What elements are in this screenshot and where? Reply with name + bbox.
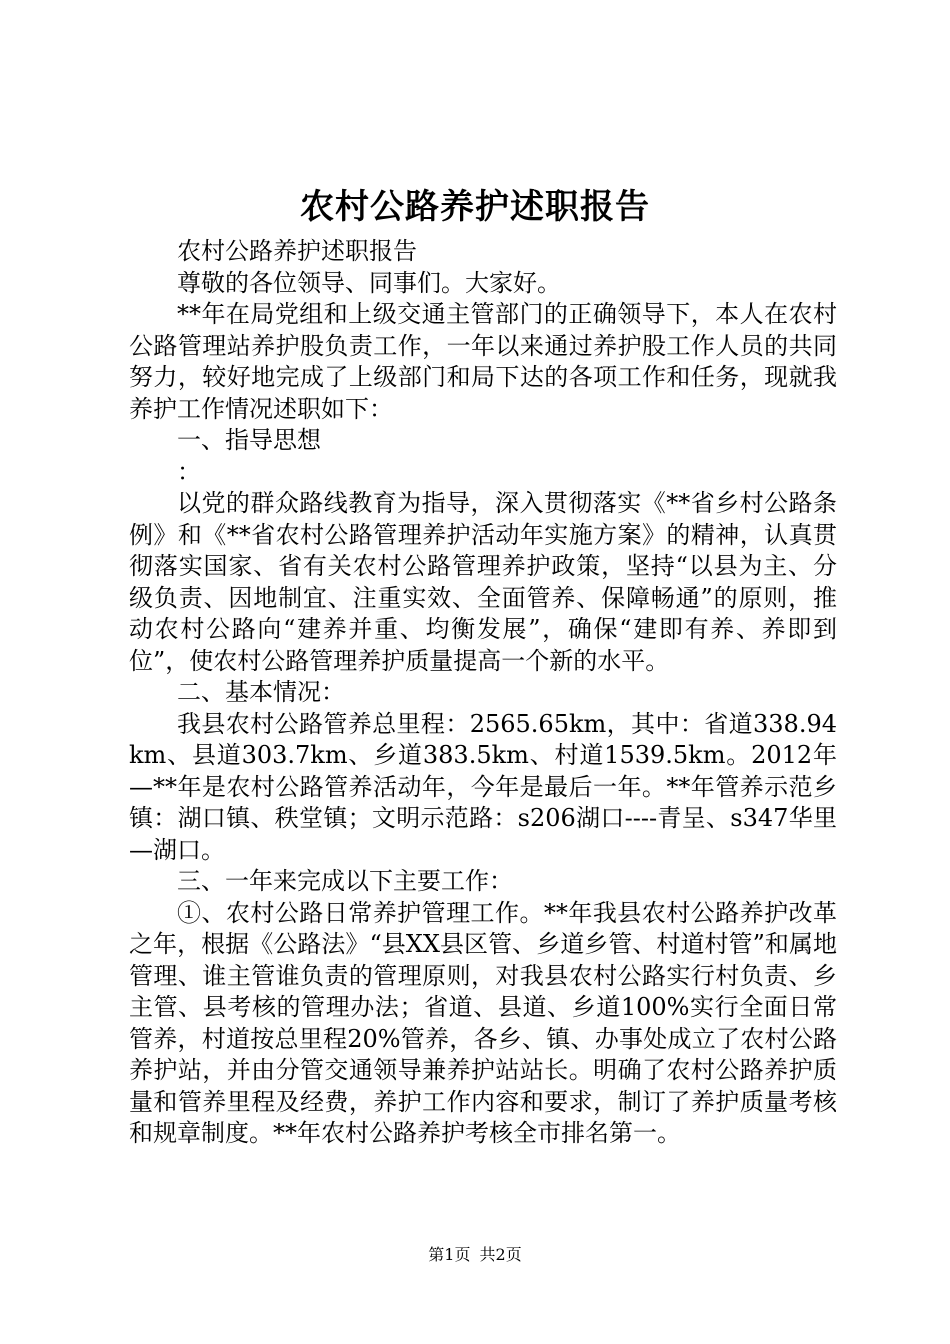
paragraph-subtitle: 农村公路养护述职报告 xyxy=(177,237,417,265)
heading-main-work: 三、一年来完成以下主要工作： xyxy=(177,867,513,895)
page-footer xyxy=(0,1244,950,1266)
heading-guiding-thought: 一、指导思想 xyxy=(177,426,321,454)
document-body xyxy=(129,236,837,1150)
paragraph-guiding-thought: 以党的群众路线教育为指导，深入贯彻落实《**省乡村公路条例》和《**省农村公路管理养护活动年实施方案》的精神，认真贯彻落实国家、省有关农村公路管理养护政策，坚持“以县为主、分级负责、因地制宜、注重实效、全面管养、保障畅通”的原则，推动农村公路向“建养并重、均衡发展”，确保“建即有养、养即到位”，使农村公路管理养护质量提高一个新的水平。 xyxy=(129,489,837,675)
paragraph-intro: **年在局党组和上级交通主管部门的正确领导下，本人在农村公路管理站养护股负责工作，一年以来通过养护股工作人员的共同努力，较好地完成了上级部门和局下达的各项工作和任务，现就我养护工作情况述职如下： xyxy=(129,300,837,423)
paragraph-basic-situation: 我县农村公路管养总里程：2565.65km，其中：省道338.94km、县道303.7km、乡道383.5km、村道1539.5km。2012年—**年是农村公路管养活动年，今年是最后一年。**年管养示范乡镇：湖口镇、秩堂镇；文明示范路：s206湖口----青呈、s347华里—湖口。 xyxy=(129,709,837,864)
paragraph-greeting: 尊敬的各位领导、同事们。大家好。 xyxy=(177,268,561,297)
paragraph-main-work-1: ①、农村公路日常养护管理工作。**年我县农村公路养护改革之年，根据《公路法》“县XX县区管、乡道乡管、村道村管”和属地管理、谁主管谁负责的管理原则，对我县农村公路实行村负责、乡主管、县考核的管理办法；省道、县道、乡道100%实行全面日常管养，村道按总里程20%管养，各乡、镇、办事处成立了农村公路养护站，并由分管交通领导兼养护站站长。明确了农村公路养护质量和管养里程及经费，养护工作内容和要求，制订了养护质量考核和规章制度。**年农村公路养护考核全市排名第一。 xyxy=(129,898,837,1147)
paragraph-colon: ： xyxy=(177,457,201,486)
document-title: 农村公路养护述职报告 xyxy=(300,187,650,227)
page-number: 第1页 xyxy=(428,1245,471,1264)
heading-basic-situation: 二、基本情况： xyxy=(177,678,345,706)
page-total: 共2页 xyxy=(479,1245,522,1264)
